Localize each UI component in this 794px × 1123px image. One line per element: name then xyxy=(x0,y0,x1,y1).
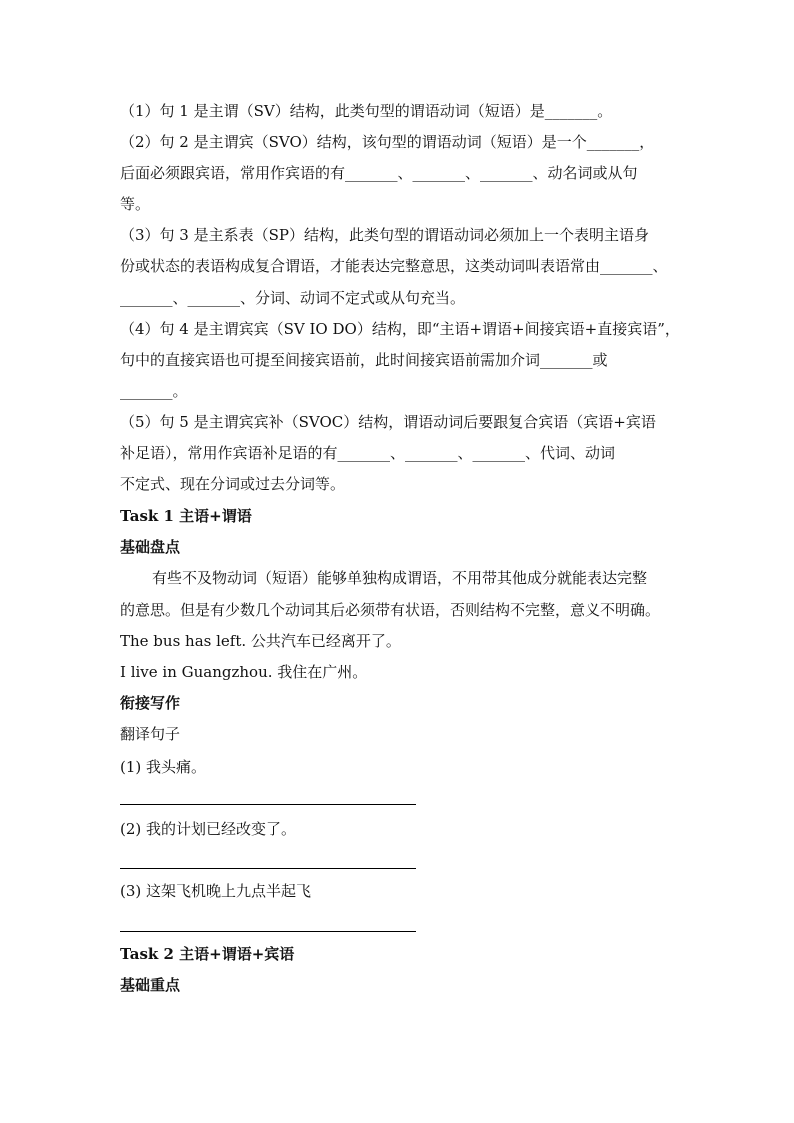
intro-paragraph-4-line-1: （4）句 4 是主谓宾宾（SV IO DO）结构，即“主语+谓语+间接宾语+直接宾语”， xyxy=(120,320,680,338)
task-1-writing-heading: 衔接写作 xyxy=(120,694,181,712)
intro-paragraph-5-line-1: （5）句 5 是主谓宾宾补（SVOC）结构，谓语动词后要跟复合宾语（宾语+宾语 xyxy=(120,413,656,431)
intro-paragraph-1: （1）句 1 是主谓（SV）结构，此类句型的谓语动词（短语）是_______。 xyxy=(120,102,613,120)
task-1-example-2: I live in Guangzhou. 我住在广州。 xyxy=(120,663,368,681)
intro-paragraph-3-line-1: （3）句 3 是主系表（SP）结构，此类句型的谓语动词必须加上一个表明主语身 xyxy=(120,226,649,244)
task-1-title: Task 1 主语+谓语 xyxy=(120,507,252,525)
intro-paragraph-2-line-2: 后面必须跟宾语，常用作宾语的有_______、_______、_______、动名词或从句 xyxy=(120,164,638,182)
answer-line-2[interactable] xyxy=(120,868,416,869)
task-1-translate-heading: 翻译句子 xyxy=(120,725,181,743)
answer-line-3[interactable] xyxy=(120,931,416,932)
task-1-basics-heading: 基础盘点 xyxy=(120,538,181,556)
question-1: (1) 我头痛。 xyxy=(120,758,207,776)
task-2-basics-heading: 基础重点 xyxy=(120,976,181,994)
task-1-paragraph-line-2: 的意思。但是有少数几个动词其后必须带有状语，否则结构不完整，意义不明确。 xyxy=(120,601,661,619)
task-2-title: Task 2 主语+谓语+宾语 xyxy=(120,945,295,963)
intro-paragraph-3-line-3: _______、_______、分词、动词不定式或从句充当。 xyxy=(120,289,466,307)
intro-paragraph-5-line-2: 补足语），常用作宾语补足语的有_______、_______、_______、代词、动词 xyxy=(120,444,616,462)
intro-paragraph-2-line-1: （2）句 2 是主谓宾（SVO）结构，该句型的谓语动词（短语）是一个_______， xyxy=(120,133,655,151)
intro-paragraph-2-line-3: 等。 xyxy=(120,195,151,213)
intro-paragraph-3-line-2: 份或状态的表语构成复合谓语，才能表达完整意思，这类动词叫表语常由_______、 xyxy=(120,257,668,275)
intro-paragraph-4-line-2: 句中的直接宾语也可提至间接宾语前，此时间接宾语前需加介词_______或 xyxy=(120,351,608,369)
intro-paragraph-4-line-3: _______。 xyxy=(120,382,188,400)
task-1-example-1: The bus has left. 公共汽车已经离开了。 xyxy=(120,632,401,650)
intro-paragraph-5-line-3: 不定式、现在分词或过去分词等。 xyxy=(120,475,346,493)
question-3: (3) 这架飞机晚上九点半起飞 xyxy=(120,882,312,900)
answer-line-1[interactable] xyxy=(120,804,416,805)
task-1-paragraph-line-1: 有些不及物动词（短语）能够单独构成谓语，不用带其他成分就能表达完整 xyxy=(152,569,648,587)
question-2: (2) 我的计划已经改变了。 xyxy=(120,820,297,838)
